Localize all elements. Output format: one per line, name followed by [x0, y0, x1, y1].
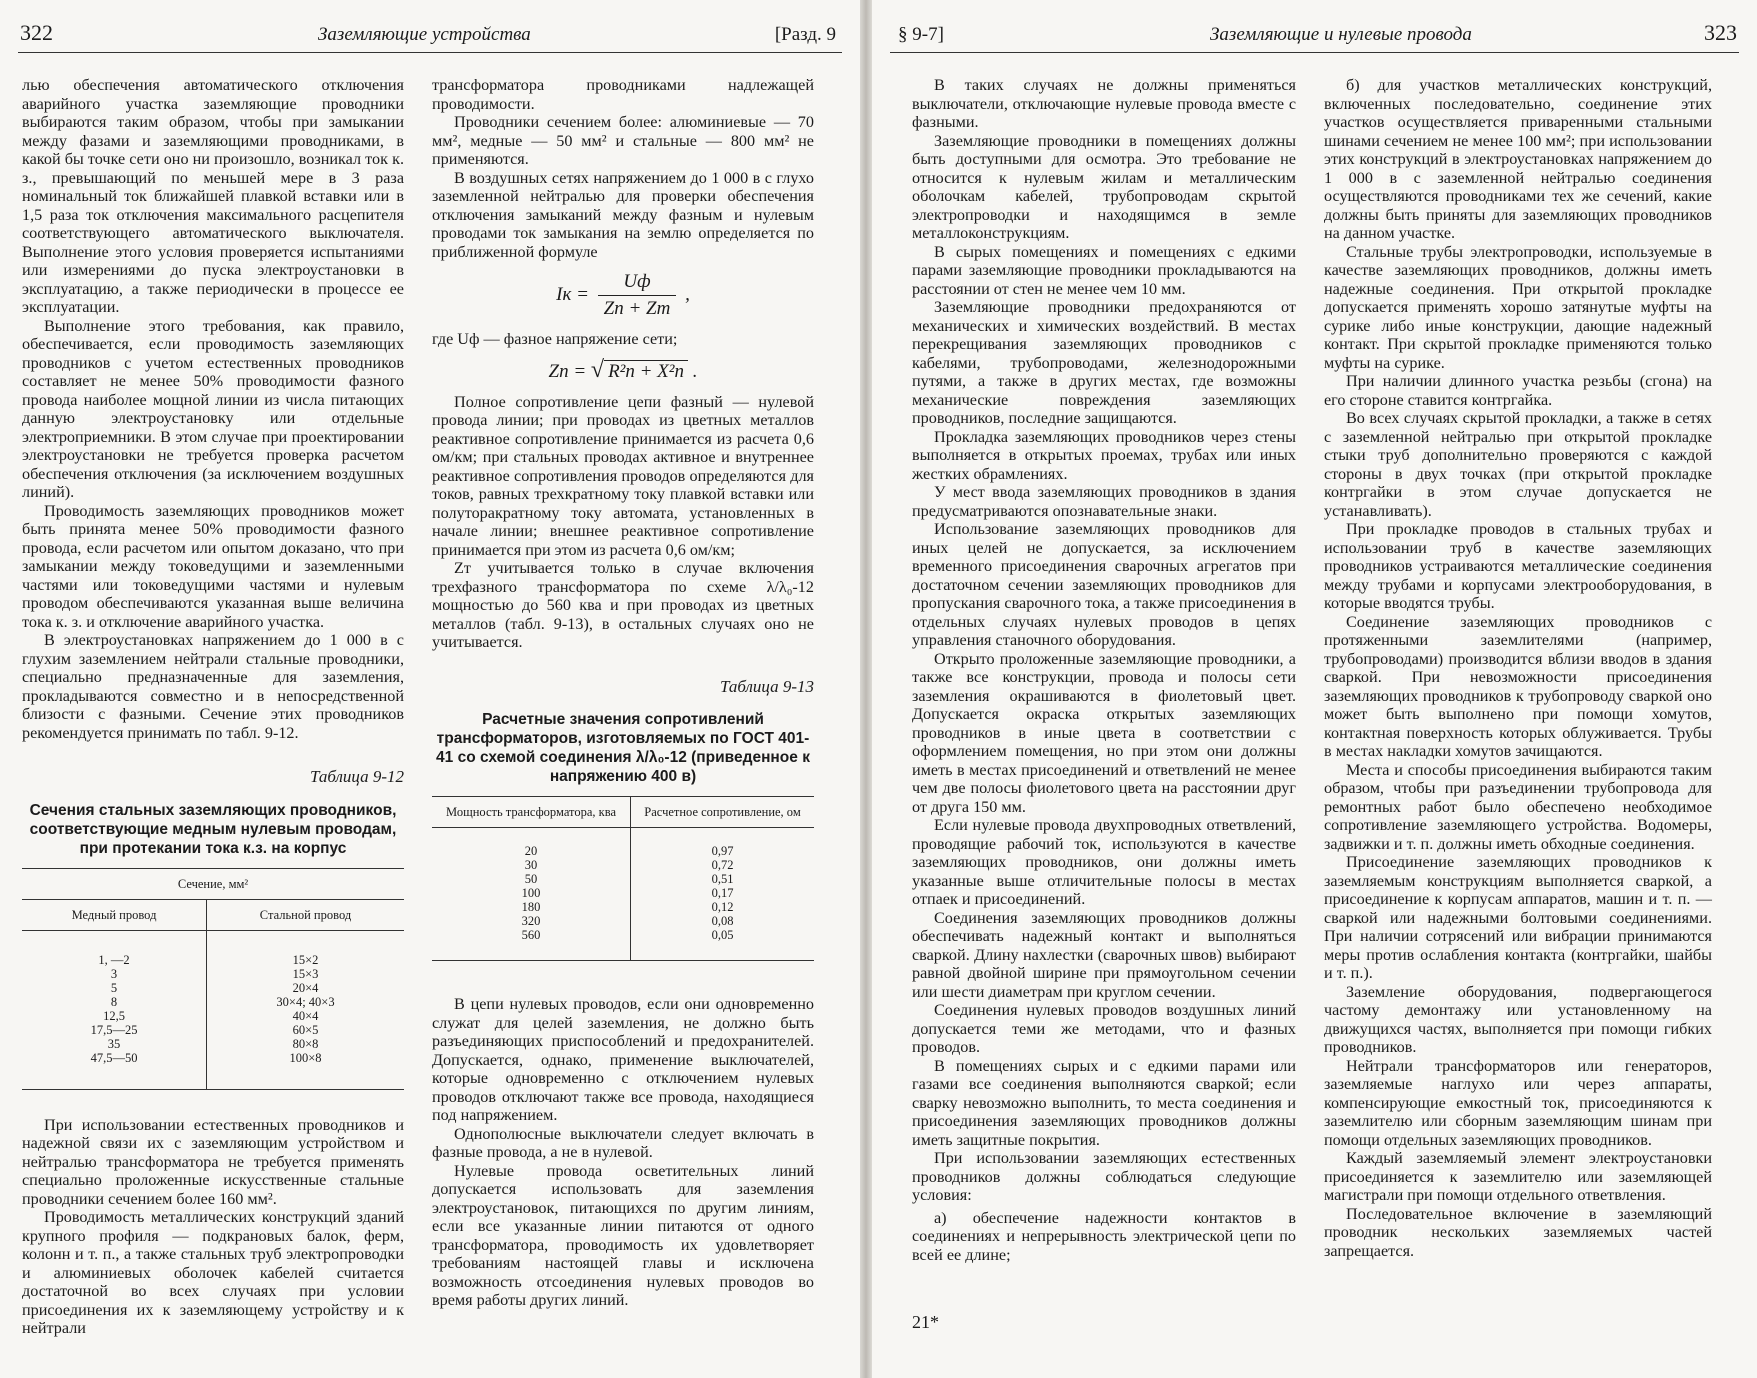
running-title-right: Заземляющие и нулевые провода	[1210, 24, 1472, 45]
table-9-12-title: Сечения стальных заземляющих проводников, соответствующие медным нулевым проводам, при протекании тока к.з. на корпус	[29, 801, 397, 857]
table-col-header: Расчетное сопротивление, ом	[631, 797, 814, 828]
table-col-b-values: 15×2 15×3 20×4 30×4; 40×3 40×4 60×5 80×8 100×8	[276, 952, 335, 1065]
paragraph: Присоединение заземляющих проводников к заземляемым конструкциям выполняется сваркой, а присоединение к корпусам аппаратов, машин и т. п. — сваркой или надежными болтовыми соединениями. При наличии сотрясений или вибрации принимаются меры против ослабления контакта (контргайки, шайбы и т. п.).	[1324, 853, 1712, 982]
left-column-2	[432, 76, 814, 1310]
table-9-13-title: Расчетные значения сопротивлений трансформаторов, изготовляемых по ГОСТ 401-41 со схемой соединения λ/λ₀-12 (приведенное к напряжению 400 в)	[436, 711, 810, 785]
right-column-1	[912, 76, 1296, 1264]
paragraph: При наличии длинного участка резьбы (сгона) на его стороне ставится контргайка.	[1324, 372, 1712, 409]
paragraph: Каждый заземляемый элемент электроустановки присоединяется к заземлителю или заземляющей магистрали при помощи отдельного ответвления.	[1324, 1149, 1712, 1204]
table-col-header: Стальной провод	[207, 899, 404, 930]
paragraph: Проводимость металлических конструкций зданий крупного профиля — подкрановых балок, ферм, колонн и т. п., а также стальных труб электропроводки и алюминиевых оболочек кабелей считается достаточной во всех случаях при условии присоединения их к заземляющему устройству и к нейтрали	[22, 1208, 404, 1337]
paragraph: Последовательное включение в заземляющий проводник нескольких заземляемых частей запрещается.	[1324, 1204, 1712, 1260]
paragraph: Открыто проложенные заземляющие проводники, а также все конструкции, провода и полосы сети заземления окрашиваются в фиолетовый цвет. Допускается окраска открытых заземляющих проводников в иные цвета в соответствии с оформлением помещения, но при этом они должны иметь в местах присоединений и ответвлений не менее чем две полосы фиолетового цвета на расстоянии друг от друга 150 мм.	[912, 649, 1296, 816]
paragraph: Во всех случаях скрытой прокладки, а также в сетях с заземленной нейтралью при открытой прокладке стыки труб дополнительно проверяются с каждой стороны в двух точках (при открытой прокладке контргайки в этом случае допускается не устанавливать).	[1324, 409, 1712, 520]
table-9-12-caption: Таблица 9-12	[310, 767, 404, 786]
paragraph: Проводимость заземляющих проводников может быть принята менее 50% проводимости фазного провода, если расчетом или опытом доказано, что при замыкании между токоведущими и заземленными частями или токоведущими частями и нулевым проводом обеспечиваются указанная выше величина тока к. з. и отключение аварийного участка.	[22, 501, 404, 631]
formula-lhs: Zп =	[548, 360, 587, 382]
formula-numerator: Uф	[598, 269, 677, 296]
table-col-a-values: 1, —2 3 5 8 12,5 17,5—25 35 47,5—50	[22, 930, 207, 1089]
paragraph: лью обеспечения автоматического отключения аварийного участка заземляющие проводники выбираются таким образом, чтобы при замыкании между фазами и заземляющими проводниками, в какой бы точке сети оно ни произошло, возникал ток к. з., превышающий по меньшей мере в 3 раза номинальный ток ближайшей плавкой вставки или в 1,5 раза ток отключения максимального расцепителя соответствующего автоматического выключателя. Выполнение этого условия проверяется испытаниями или измерениями до пуска электроустановки в эксплуатацию, а также периодически в процессе ее эксплуатации.	[22, 76, 404, 316]
table-9-13-caption: Таблица 9-13	[720, 676, 814, 696]
paragraph: Соединение заземляющих проводников с протяженными заземлителями (например, трубопроводами) производится вблизи вводов в здания сваркой. При невозможности присоединения заземляющих проводников к трубопроводу сваркой оно может быть выполнено при помощи хомутов, контактная поверхность которых облуживается. Трубы в местах накладки хомутов зачищаются.	[1324, 612, 1712, 760]
paragraph: Соединения нулевых проводов воздушных линий допускается теми же методами, что и фазных проводов.	[912, 1001, 1296, 1056]
paragraph: Проводники сечением более: алюминиевые — 70 мм², медные — 50 мм² и стальные — 800 мм² не применяются.	[432, 113, 814, 168]
left-page	[0, 0, 860, 1378]
paragraph: В помещениях сырых и с едкими парами или газами все соединения выполняются сваркой; если сварку невозможно выполнить, то места соединения и присоединения заземляющих проводников должны иметь защитные покрытия.	[912, 1056, 1296, 1149]
table-col-header: Мощность трансформатора, ква	[432, 797, 631, 828]
table-col-a-values: 20 30 50 100 180 320 560	[432, 828, 631, 961]
formula-short-circuit-current	[432, 269, 814, 322]
page-number-right: 323	[1704, 20, 1737, 45]
paragraph: б) для участков металлических конструкций, включенных последовательно, соединение этих участков осуществляется приваренными стальными шинами сечением не менее 100 мм²; при использовании этих конструкций в электроустановках напряжением до 1 000 в с заземленной нейтралью соединения осуществляются проводниками тех же сечений, какие должны быть приняты для заземляющих проводников на данном участке.	[1324, 76, 1712, 242]
formula-radicand: R²п + X²п	[604, 360, 688, 382]
paragraph: Заземляющие проводники предохраняются от механических и химических воздействий. В местах перекрещивания заземляющих проводников с кабелями, трубопроводами, железнодорожными путями, а также в других местах, где возможны механические повреждения заземляющих проводников, последние защищаются.	[912, 298, 1296, 427]
paragraph: Соединения заземляющих проводников должны обеспечивать надежный контакт и выполняться сваркой. Длину нахлестки (сварочных швов) выбирают равной двойной ширине при прямоугольном сечении или шести диаметрам при круглом сечении.	[912, 908, 1296, 1001]
formula-lhs: Iк =	[556, 283, 589, 305]
paragraph: При прокладке проводов в стальных трубах и использовании труб в качестве заземляющих проводников устраиваются металлические соединения между трубами и корпусами электрооборудования, в которые вводятся трубы.	[1324, 520, 1712, 612]
paragraph: Однополюсные выключатели следует включать в фазные провода, а не в нулевой.	[432, 1124, 814, 1161]
page-number-left: 322	[20, 20, 53, 45]
paragraph: В таких случаях не должны применяться выключатели, отключающие нулевые провода вместе с фазными.	[912, 76, 1296, 131]
running-header-right	[890, 20, 1739, 53]
paragraph: В электроустановках напряжением до 1 000 в с глухим заземлением нейтрали стальные проводники, специально предназначенные для заземления, прокладываются совместно и в непосредственной близости с фазными. Сечение этих проводников рекомендуется принимать по табл. 9-12.	[22, 631, 404, 742]
paragraph: Заземление оборудования, подвергающегося частому демонтажу или установленному на движущихся частях, выполняется при помощи гибких проводников.	[1324, 982, 1712, 1056]
running-header-left	[18, 20, 842, 53]
paragraph: а) обеспечение надежности контактов в соединениях и непрерывность электрической цепи по всей ее длине;	[912, 1208, 1296, 1264]
table-col-b-values: 0,97 0,72 0,51 0,17 0,12 0,08 0,05	[711, 844, 734, 942]
paragraph: Места и способы присоединения выбираются таким образом, чтобы при разъединении трубопровода для ремонтных работ было обеспечено необходимое сопротивление заземляющего устройства. Водомеры, задвижки и т. п. должны иметь обходные соединения.	[1324, 760, 1712, 853]
signature-mark: 21*	[912, 1312, 939, 1332]
table-9-12	[22, 868, 404, 1090]
book-gutter	[860, 0, 872, 1378]
paragraph: Прокладка заземляющих проводников через стены выполняется в открытых проемах, трубах или иных жестких обрамлениях.	[912, 427, 1296, 483]
paragraph: В воздушных сетях напряжением до 1 000 в с глухо заземленной нейтралью для проверки обеспечения отключения замыканий между фазным и нулевым проводами ток замыкания на землю определяется по приближенной формуле	[432, 168, 814, 261]
paragraph: Если нулевые провода двухпроводных ответвлений, проводящие рабочий ток, используются в качестве заземляющих проводников, они должны иметь указанные выше отличительные полосы в местах отпаек и присоединений.	[912, 816, 1296, 908]
paragraph: При использовании естественных проводников и надежной связи их с заземляющим устройством и нейтралью трансформатора не требуется применять специально проложенные искусственные стальные проводники сечением более 160 мм².	[22, 1115, 404, 1208]
paragraph: Использование заземляющих проводников для иных целей не допускается, за исключением временного присоединения сварочных агрегатов при достаточном сечении заземляющих проводников для пропускания сварочного тока, а также присоединения в отдельных случаях нулевых проводов в цепях управления станочного оборудования.	[912, 520, 1296, 649]
right-page	[872, 0, 1757, 1378]
running-title-left: Заземляющие устройства	[318, 24, 531, 45]
paragraph: Нейтрали трансформаторов или генераторов, заземляемые наглухо или через аппараты, компенсирующие емкостный ток, присоединяются к заземлителю или сборным заземляющим шинам при помощи отдельных заземляющих проводников.	[1324, 1056, 1712, 1149]
paragraph: Нулевые провода осветительных линий допускается использовать для заземления электроустановок, питающихся по другим линиям, если все указанные линии питаются от одного трансформатора, проводимость их удовлетворяет требованиям настоящей главы и исключена возможность отсоединения нулевых проводов во время работы других линий.	[432, 1161, 814, 1309]
paragraph: трансформатора проводниками надлежащей проводимости.	[432, 76, 814, 113]
formula-tail: ,	[685, 283, 690, 305]
paragraph: В цепи нулевых проводов, если они одновременно служат для целей заземления, не должно быть разъединяющих приспособлений и предохранителей. Допускается, однако, применение выключателей, которые одновременно с отключением нулевых проводов отключают также все провода, находящиеся под напряжением.	[432, 995, 814, 1124]
formula-tail: .	[692, 360, 698, 382]
formula-denominator: Zп + Zт	[603, 298, 671, 319]
table-9-13	[432, 796, 814, 961]
paragraph: Выполнение этого требования, как правило, обеспечивается, если проводимость заземляющих проводников с учетом естественных проводников составляет не менее 50% проводимости фазного провода наиболее мощной линии из числа питающих данную электроустановку или отдельные электроприемники. В этом случае при проектировании электроустановки не требуется проверка расчетом обеспечения отключения (за исключением воздушных линий).	[22, 316, 404, 501]
section-ref-left: [Разд. 9	[774, 24, 836, 45]
right-column-2	[1324, 76, 1712, 1260]
paragraph: Полное сопротивление цепи фазный — нулевой провода линии; при проводах из цветных металлов реактивное сопротивление принимается из расчета 0,6 ом/км; при стальных проводах активное и внутреннее реактивное сопротивления проводов определяются для токов, равных трехкратному току плавкой вставки или полуторакратному току автомата, установленных в начале линии; внешнее реактивное сопротивление принимается при этом из расчета 0,6 ом/км;	[432, 392, 814, 559]
table-col-header: Медный провод	[22, 899, 207, 930]
formula-impedance: Zп = √ R²п + X²п .	[548, 356, 698, 383]
table-group-header: Сечение, мм²	[177, 876, 249, 891]
left-column-1	[22, 76, 404, 1338]
paragraph: При использовании заземляющих естественных проводников должны соблюдаться следующие условия:	[912, 1149, 1296, 1204]
paragraph: Стальные трубы электропроводки, используемые в качестве заземляющих проводников, должны иметь надежные соединения. При открытой прокладке допускается применять хорошо затянутые муфты на сурике либо иные конструкции, дающие надежный контакт. При скрытой прокладке применяются только муфты на сурике.	[1324, 242, 1712, 372]
formula-fraction	[598, 269, 677, 322]
section-ref-right: § 9-7]	[898, 24, 944, 45]
paragraph: У мест ввода заземляющих проводников в здания предусматриваются опознавательные знаки.	[912, 483, 1296, 520]
paragraph: В сырых помещениях и помещениях с едкими парами заземляющие проводники прокладываются на расстоянии от стен не менее чем 10 мм.	[912, 242, 1296, 298]
paragraph: Заземляющие проводники в помещениях должны быть доступными для осмотра. Это требование не относится к нулевым жилам и металлическим оболочкам кабелей, трубопроводам скрытой электропроводки и находящимся в земле металлоконструкциям.	[912, 131, 1296, 242]
formula-where-line: где Uф — фазное напряжение сети;	[432, 330, 678, 348]
paragraph: Zт учитывается только в случае включения трехфазного трансформатора по схеме λ/λ₀-12 мощностью до 560 ква и при проводах из цветных металлов (табл. 9-13), в остальных случаях оно не учитывается.	[432, 559, 814, 651]
